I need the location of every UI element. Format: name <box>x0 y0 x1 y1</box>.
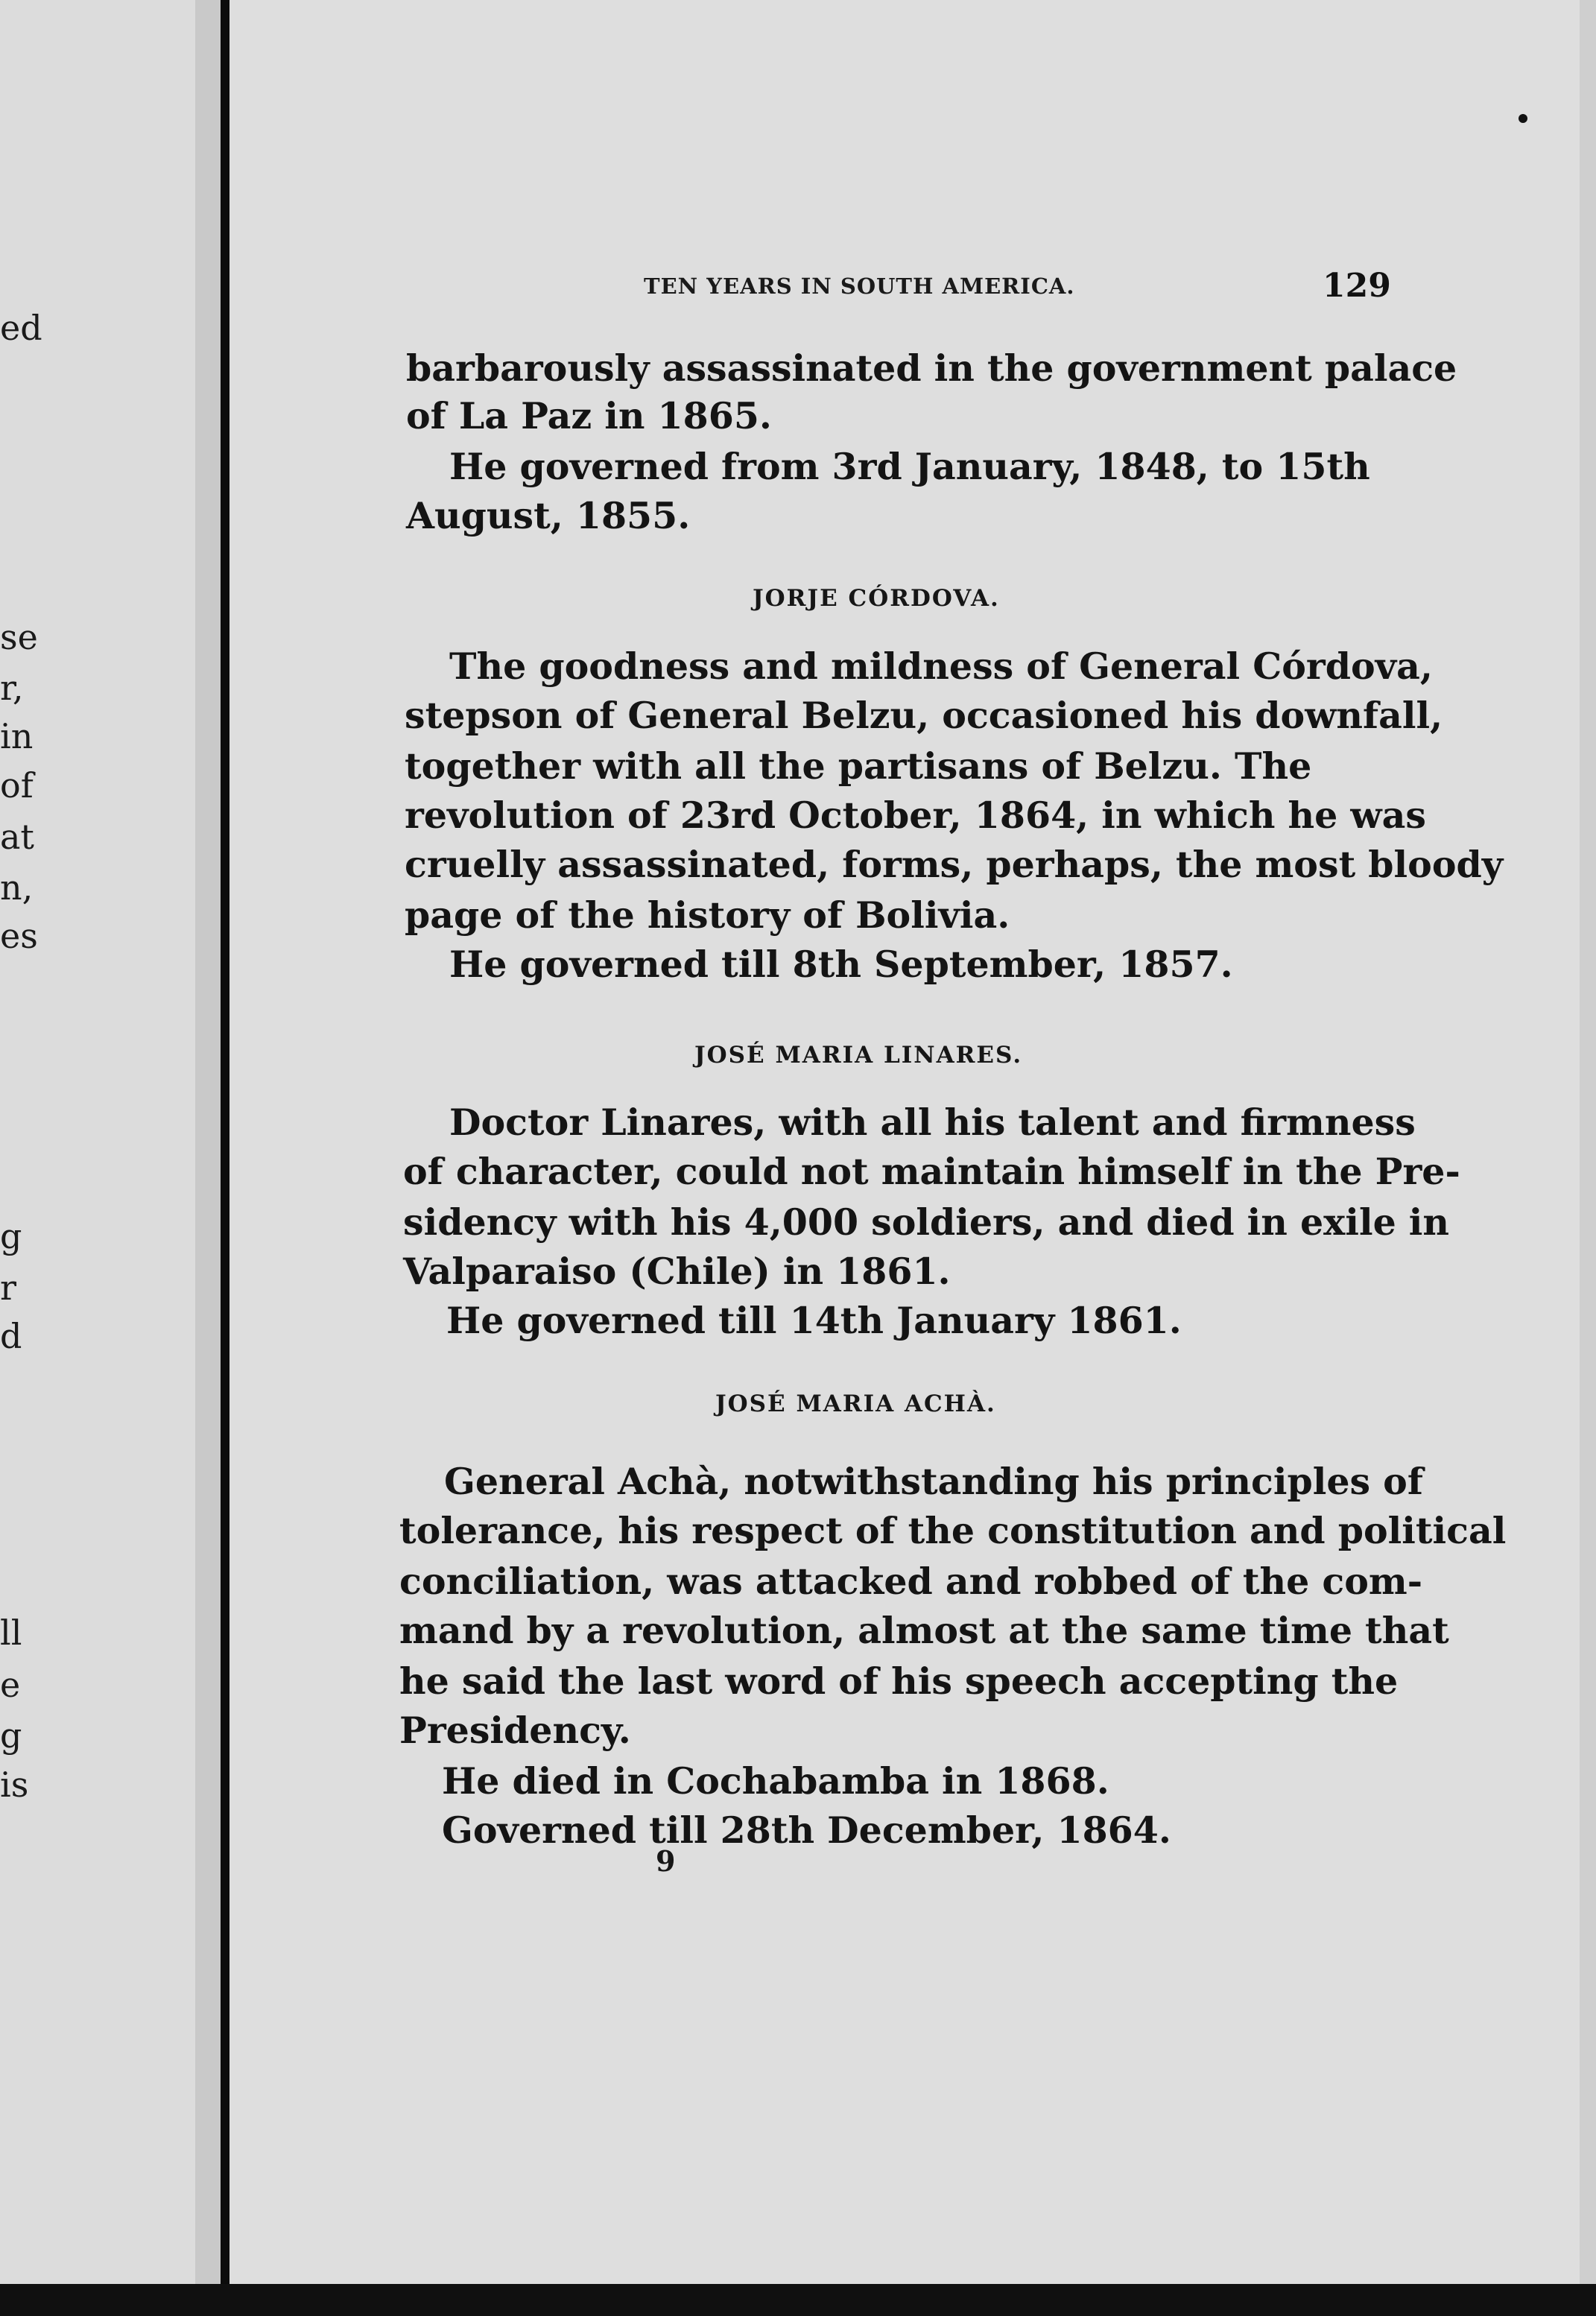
gutter-shadow <box>195 0 221 2284</box>
signature-mark: 9 <box>656 1844 676 1878</box>
left-page-fragment: of <box>0 765 34 806</box>
text-line: Valparaiso (Chile) in 1861. <box>403 1250 951 1293</box>
left-page-fragment: r <box>0 1268 16 1308</box>
text-line: Governed till 28th December, 1864. <box>442 1809 1171 1852</box>
section-heading: JOSÉ MARIA LINARES. <box>694 1042 1023 1069</box>
scan-border-bottom <box>0 2284 1596 2316</box>
text-line: Presidency. <box>399 1709 631 1752</box>
left-page-fragment: is <box>0 1765 29 1805</box>
text-line: cruelly assassinated, forms, perhaps, the most bloody <box>405 843 1504 886</box>
left-page-fragment: g <box>0 1715 22 1756</box>
text-line: tolerance, his respect of the constitution and political <box>399 1509 1507 1552</box>
left-page-fragment: r, <box>0 668 24 708</box>
text-line: of character, could not maintain himself in the Pre- <box>403 1150 1460 1193</box>
text-line: He governed till 14th January 1861. <box>446 1299 1182 1342</box>
text-line: The goodness and mildness of General Córdova, <box>449 645 1433 688</box>
text-line: he said the last word of his speech accepting the <box>399 1660 1399 1703</box>
text-line: mand by a revolution, almost at the same time that <box>399 1609 1449 1652</box>
left-page-fragment: e <box>0 1665 21 1705</box>
left-page-fragment: se <box>0 617 38 657</box>
left-page-fragment: es <box>0 916 38 956</box>
text-line: of La Paz in 1865. <box>406 394 772 437</box>
text-line: revolution of 23rd October, 1864, in which he was <box>405 794 1426 837</box>
section-heading: JORJE CÓRDOVA. <box>753 585 1000 612</box>
text-line: He governed from 3rd January, 1848, to 15th <box>449 445 1370 488</box>
text-line: General Achà, notwithstanding his principles of <box>444 1460 1423 1503</box>
text-line: sidency with his 4,000 soldiers, and died in exile in <box>403 1200 1450 1244</box>
left-page-fragment: ll <box>0 1613 22 1653</box>
left-page-fragment: g <box>0 1216 22 1256</box>
running-head: TEN YEARS IN SOUTH AMERICA. <box>644 273 1075 299</box>
text-line: together with all the partisans of Belzu. The <box>405 744 1312 788</box>
section-heading: JOSÉ MARIA ACHÀ. <box>715 1390 996 1417</box>
left-page-fragment: at <box>0 817 34 857</box>
ink-speck <box>1519 114 1527 123</box>
text-line: He governed till 8th September, 1857. <box>449 943 1233 986</box>
page-edge <box>1580 0 1596 2284</box>
book-spine <box>221 0 229 2284</box>
text-line: He died in Cochabamba in 1868. <box>442 1759 1109 1803</box>
left-page-fragment: d <box>0 1316 22 1356</box>
text-line: page of the history of Bolivia. <box>405 893 1010 937</box>
text-line: stepson of General Belzu, occasioned his downfall, <box>405 694 1443 737</box>
text-line: conciliation, was attacked and robbed of the com- <box>399 1560 1423 1603</box>
page-number: 129 <box>1323 267 1391 305</box>
text-line: August, 1855. <box>406 494 691 537</box>
left-page-fragment: in <box>0 716 34 756</box>
left-page-fragment: n, <box>0 867 34 908</box>
left-page-fragment: ed <box>0 308 42 348</box>
text-line: barbarously assassinated in the government palace <box>406 347 1457 390</box>
text-line: Doctor Linares, with all his talent and firmness <box>449 1101 1416 1144</box>
